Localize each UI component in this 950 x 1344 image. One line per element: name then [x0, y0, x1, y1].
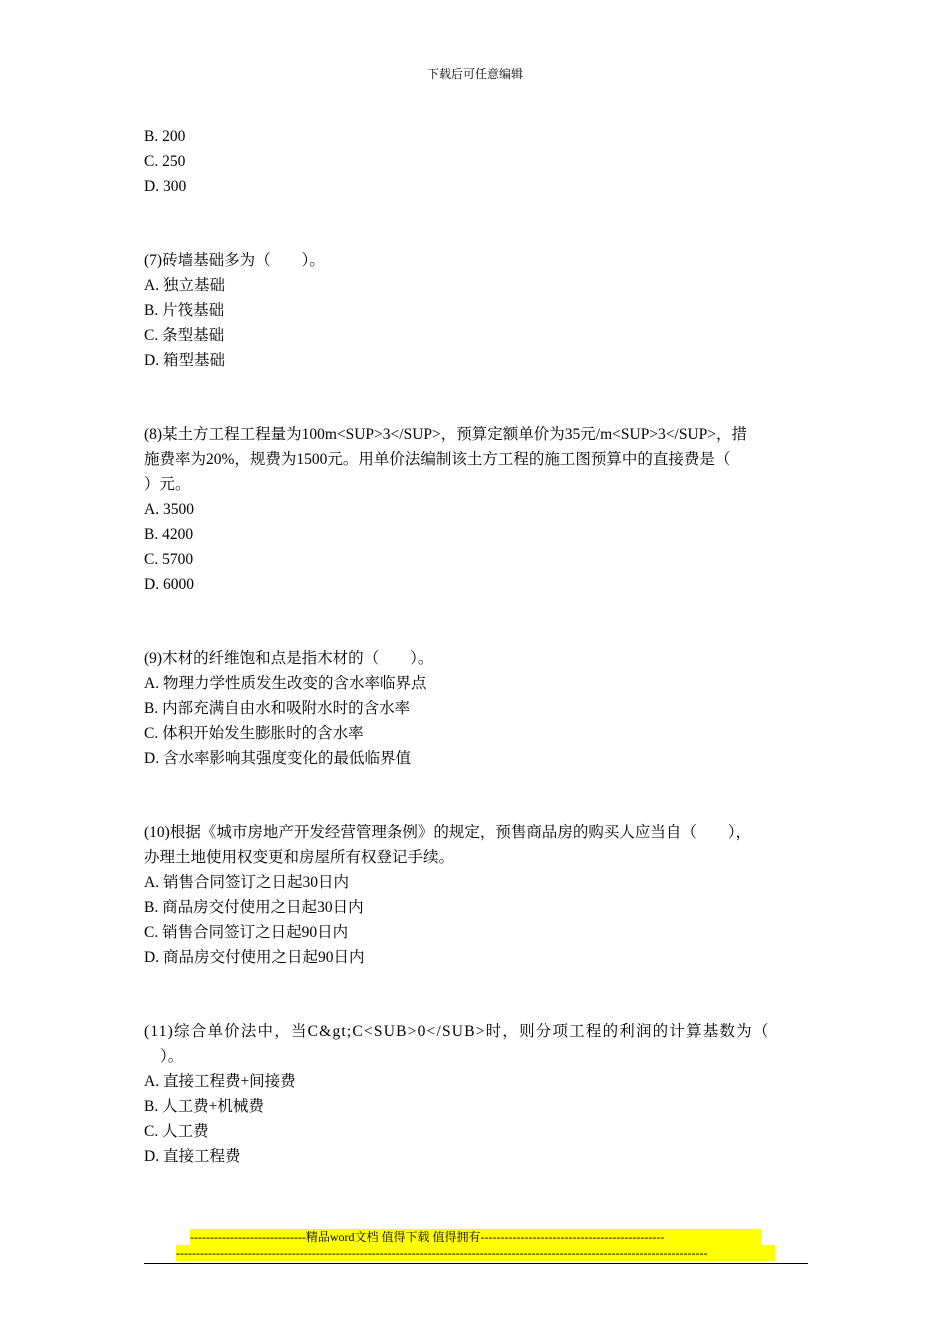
option-a: A. 独立基础 [144, 277, 225, 294]
question-7 [144, 248, 808, 373]
option-d: D. 商品房交付使用之日起90日内 [144, 949, 365, 966]
option-c: C. 人工费 [144, 1123, 209, 1140]
option-b: B. 商品房交付使用之日起30日内 [144, 899, 364, 916]
question-stem-line-3: ）元。 [144, 476, 191, 493]
footer-divider [144, 1263, 808, 1264]
question-stem-line-2: 施费率为20%，规费为1500元。用单价法编制该土方工程的施工图预算中的直接费是（ [144, 451, 731, 468]
option-d: D. 直接工程费 [144, 1148, 241, 1165]
question-stem: (9)木材的纤维饱和点是指木材的（ ）。 [144, 650, 434, 667]
option-a: A. 销售合同签订之日起30日内 [144, 874, 349, 891]
option-a: A. 直接工程费+间接费 [144, 1073, 296, 1090]
option-a: A. 物理力学性质发生改变的含水率临界点 [144, 675, 427, 692]
option-b: B. 片筏基础 [144, 302, 225, 319]
option-c: C. 5700 [144, 551, 194, 568]
question-11 [144, 1019, 808, 1169]
footer-dash-line: ------------------------------------------------------------------------------------------------------------------------------------- [176, 1245, 775, 1261]
question-stem: (7)砖墙基础多为（ ）。 [144, 252, 325, 269]
option-c: C. 条型基础 [144, 327, 225, 344]
option-b: B. 人工费+机械费 [144, 1098, 264, 1115]
option-b: B. 4200 [144, 526, 194, 543]
question-stem-line-1: (11)综合单价法中，当C&gt;C<SUB>0</SUB>时，则分项工程的利润的计算基数为（ [144, 1023, 770, 1040]
question-stem-line-1: (10)根据《城市房地产开发经营管理条例》的规定，预售商品房的购买人应当自（ ）， [144, 824, 752, 841]
page-header: 下载后可任意编辑 [426, 67, 523, 81]
question-8 [144, 422, 808, 597]
option-b: B. 200 [144, 128, 186, 145]
question-stem-line-2: 办理土地使用权变更和房屋所有权登记手续。 [144, 849, 455, 866]
question-9 [144, 646, 808, 771]
option-d: D. 6000 [144, 576, 194, 593]
option-b: B. 内部充满自由水和吸附水时的含水率 [144, 700, 411, 717]
option-c: C. 体积开始发生膨胀时的含水率 [144, 725, 364, 742]
question-stem-line-1: (8)某土方工程工程量为100m<SUP>3</SUP>，预算定额单价为35元/m<SUP>3</SUP>，措 [144, 426, 748, 443]
option-d: D. 箱型基础 [144, 352, 225, 369]
option-a: A. 3500 [144, 501, 194, 518]
question-10 [144, 820, 808, 970]
question-stem-line-2: ）。 [160, 1048, 184, 1065]
footer-promo-line: -----------------------------精品word文档 值得下载 值得拥有---------------------------------------------- [190, 1229, 761, 1245]
option-d: D. 300 [144, 178, 187, 195]
option-c: C. 销售合同签订之日起90日内 [144, 924, 349, 941]
option-d: D. 含水率影响其强度变化的最低临界值 [144, 750, 411, 767]
question-6-options-continued [144, 124, 808, 199]
option-c: C. 250 [144, 153, 186, 170]
